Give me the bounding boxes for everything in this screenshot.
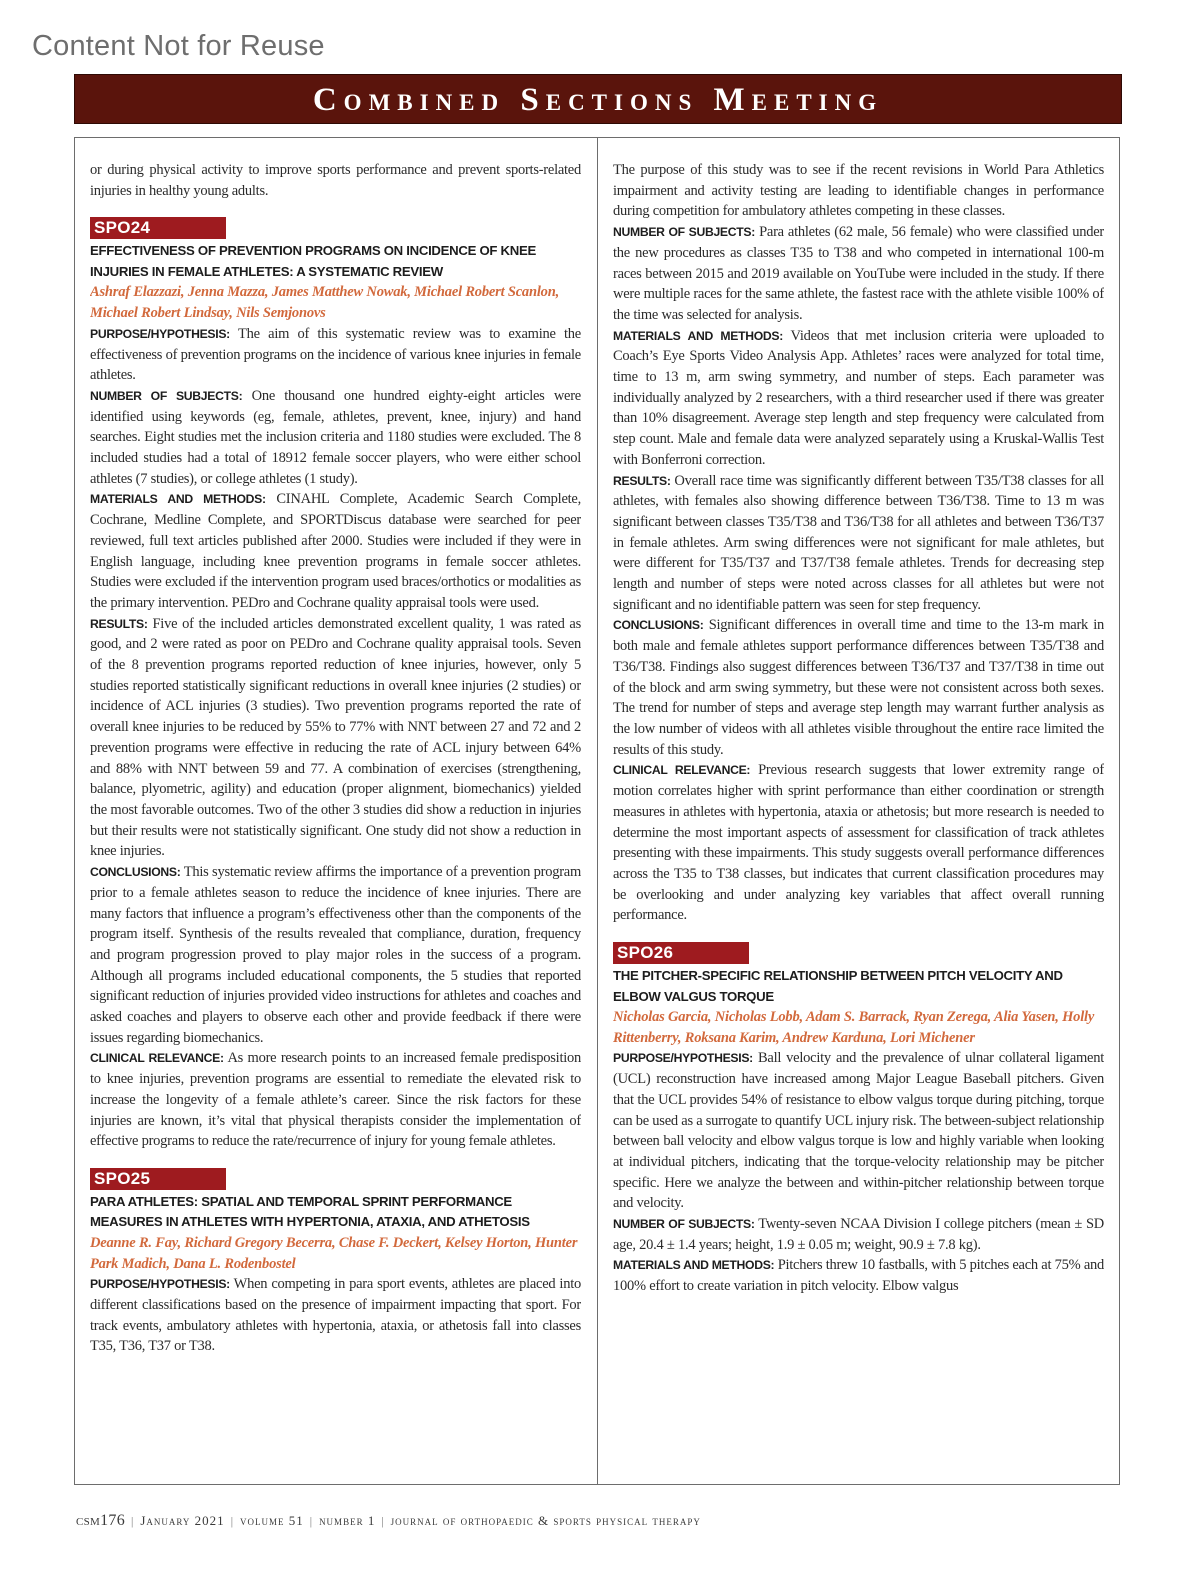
subjects-paragraph	[90, 386, 581, 490]
abstract-authors: Nicholas Garcia, Nicholas Lobb, Adam S. Barrack, Ryan Zerega, Alia Yasen, Holly Rittenberry, Roksana Karim, Andrew Karduna, Lori Michener	[613, 1009, 1095, 1046]
conclusions-text: Significant differences in overall time and time to the 13-m mark in both male and female athletes support performance differences between T35/T38 and T36/T38. Findings also suggest differences between T36/T37 and T37/T38 in time out of the block and arm swing symmetry, but these were not consistent across both sexes. The trend for number of steps and average step length may warrant further analysis as the low number of videos with all athletes visible throughout the entire race limited the results of this study.	[613, 617, 1104, 758]
conclusions-paragraph	[613, 615, 1104, 760]
abstract-title: EFFECTIVENESS OF PREVENTION PROGRAMS ON INCIDENCE OF KNEE INJURIES IN FEMALE ATHLETES: A SYSTEMATIC REVIEW	[90, 243, 536, 279]
abstract-id-tag: SPO24	[90, 217, 226, 239]
results-text: Five of the included articles demonstrated excellent quality, 1 was rated as good, and 2 were rated as poor on PEDro and Cochrane quality appraisal tools. Seven of the 8 prevention programs reported reduction of knee injuries, however, only 5 studies reported statistically significant reductions in overall knee injuries (2 studies) or incidence of ACL injuries (3 studies). Two prevention programs reported the rate of overall knee injuries to be reduced by 55% to 77% with NNT between 27 and 72 and 2 prevention programs were effective in reducing the rate of ACL injury between 64% and 88% with NNT between 59 and 77. A combination of exercises (strengthening, balance, plyometric, agility) and education (proper alignment, biomechanics) yielded the most favorable outcomes. Two of the other 3 studies did show a reduction in injuries but their results were not statistically significant. One study did not show a reduction in knee injuries.	[90, 615, 581, 860]
conclusions-text: This systematic review affirms the importance of a prevention program prior to a female athletes season to reduce the incidence of knee injuries. There are many factors that influence a program’s effectiveness other than the components of the program itself. Synthesis of the results revealed that compliance, duration, frequency and program progression proved to play major roles in the success of a program. Although all programs included educational components, the 5 studies that reported significant reduction of injuries provided video instructions for athletes and coaches and asked coaches and players to observe each other and provide feedback if there were issues regarding biomechanics.	[90, 864, 581, 1046]
purpose-paragraph	[90, 324, 581, 386]
purpose-text: When competing in para sport events, athletes are placed into different classifications based on the presence of impairment impacting that sport. For track events, ambulatory athletes with hypertonia, ataxia, or athetosis fall into classes T35, T36, T37 or T38.	[90, 1276, 581, 1355]
right-column	[613, 160, 1104, 1472]
clinical-text: Previous research suggests that lower extremity range of motion correlates higher with sprint performance than either coordination or strength measures in athletes with hypertonia, ataxia or athetosis; but more research is needed to determine the most important aspects of assessment for classification of track athletes presenting with these impairments. This study suggests overall performance differences across the T35 to T38 classes, but indicates that current classification procedures may be overlooking and under analyzing key variables that affect overall running performance.	[613, 762, 1104, 924]
abstract-sp026	[613, 942, 1104, 1297]
abstract-authors: Deanne R. Fay, Richard Gregory Becerra, Chase F. Deckert, Kelsey Horton, Hunter Park Madich, Dana L. Rodenbostel	[90, 1234, 578, 1272]
subjects-label: NUMBER OF SUBJECTS:	[613, 1217, 755, 1232]
results-text: Overall race time was significantly different between T35/T38 classes for all athletes, with females also showing difference between T36/T38. Time to 13 m was significant between classes T35/T38 and T36/T38 for all athletes and between T36/T37 in female athletes. Arm swing differences were not significant for male athletes, but were different for T35/T37 and T37/T38 female athletes. Trends for decreasing step length and number of steps were noted across classes for all athletes but were not significant and no identifiable pattern was seen for step frequency.	[613, 472, 1104, 613]
abstract-sp024	[90, 217, 581, 1152]
methods-paragraph	[90, 489, 581, 613]
clinical-paragraph	[90, 1048, 581, 1152]
section-banner	[74, 74, 1122, 124]
purpose-label: PURPOSE/HYPOTHESIS:	[90, 326, 230, 341]
clinical-label: CLINICAL RELEVANCE:	[613, 763, 751, 778]
subjects-paragraph	[613, 222, 1104, 326]
footer-separator: |	[131, 1516, 135, 1528]
purpose-label: PURPOSE/HYPOTHESIS:	[90, 1277, 230, 1292]
left-column	[90, 160, 581, 1472]
watermark: Content Not for Reuse	[32, 30, 325, 62]
clinical-text: As more research points to an increased female predisposition to knee injuries, prevention programs are essential to remediate the elevated risk to increase the longevity of a female athlete’s career. Since the risk factors for these injuries are known, it’s vital that physical therapists consider the implementation of effective programs to reduce the rate/recurrence of injury for young female athletes.	[90, 1050, 581, 1150]
abstract-id-tag: SPO26	[613, 942, 749, 964]
subjects-text: Twenty-seven NCAA Division I college pitchers (mean ± SD age, 20.4 ± 1.4 years; height, 1.9 ± 0.05 m; weight, 90.9 ± 7.8 kg).	[613, 1216, 1104, 1253]
methods-paragraph	[613, 1255, 1104, 1296]
purpose-paragraph	[613, 1048, 1104, 1214]
subjects-label: NUMBER OF SUBJECTS:	[613, 225, 755, 240]
methods-text: Videos that met inclusion criteria were uploaded to Coach’s Eye Sports Video Analysis App. Athletes’ races were analyzed for total time, time to 13 m, arm swing symmetry, and number of steps. Each parameter was individually analyzed by 2 researchers, with a third researcher used if there was greater than 10% disagreement. Average step length and step frequency were calculated from step count. Male and female data were analyzed separately using a Kruskal-Wallis Test with Bonferroni correction.	[613, 327, 1104, 468]
results-label: RESULTS:	[613, 473, 671, 488]
purpose-text: The aim of this systematic review was to examine the effectiveness of prevention programs on the incidence of various knee injuries in female athletes.	[90, 325, 581, 384]
abstract-authors: Ashraf Elazzazi, Jenna Mazza, James Matthew Nowak, Michael Robert Scanlon, Michael Robert Lindsay, Nils Semjonovs	[90, 284, 560, 322]
subjects-text: Para athletes (62 male, 56 female) who were classified under the new procedures as classes T35 to T38 and who competed in international 100-m races between 2015 and 2019 available on YouTube were included in the study. If there were multiple races for the same athlete, the fastest race with the athlete visible 100% of the time was selected for analysis.	[613, 224, 1104, 323]
methods-label: MATERIALS AND METHODS:	[613, 328, 783, 343]
subjects-label: NUMBER OF SUBJECTS:	[90, 388, 243, 403]
purpose-text: Ball velocity and the prevalence of ulnar collateral ligament (UCL) reconstruction have increased among Major League Baseball pitchers. Given that the UCL provides 54% of resistance to elbow valgus torque during pitching, torque can be used as a surrogate to quantify UCL injury risk. The between-subject relationship between ball velocity and elbow valgus torque is low and highly variable when looking at individual pitchers, indicating that the torque-velocity relationship may be pitcher specific. Here we analyze the between and within-pitcher relationship between torque and velocity.	[613, 1050, 1104, 1212]
conclusions-paragraph	[90, 862, 581, 1048]
methods-text: Pitchers threw 10 fastballs, with 5 pitches each at 75% and 100% effort to create variation in pitch velocity. Elbow valgus	[613, 1257, 1104, 1295]
purpose-continued-paragraph: The purpose of this study was to see if the recent revisions in World Para Athletics impairment and activity testing are leading to identifiable changes in performance during competition for ambulatory athletes competing in these classes.	[613, 162, 1104, 220]
methods-label: MATERIALS AND METHODS:	[613, 1258, 775, 1273]
abstract-sp025	[90, 1168, 581, 1357]
abstract-sp025-continued	[613, 160, 1104, 926]
conclusions-label: CONCLUSIONS:	[90, 865, 181, 880]
conclusions-label: CONCLUSIONS:	[613, 618, 704, 633]
results-paragraph	[90, 614, 581, 862]
banner-title: Combined Sections Meeting	[312, 81, 884, 118]
footer-separator: |	[381, 1516, 385, 1528]
column-divider	[597, 137, 598, 1485]
clinical-paragraph	[613, 760, 1104, 926]
footer-separator: |	[309, 1516, 314, 1528]
subjects-text: One thousand one hundred eighty-eight articles were identified using keywords (eg, female, athletes, prevent, knee, injury) and hand searches. Eight studies met the inclusion criteria and 1180 studies were excluded. The 8 included studies had a total of 18912 female soccer players, who were either school athletes (7 studies), or college athletes (1 study).	[90, 387, 581, 487]
results-paragraph	[613, 471, 1104, 616]
page-number: csm176	[76, 1512, 126, 1529]
intro-paragraph: or during physical activity to improve sports performance and prevent sports-related injuries in healthy young adults.	[90, 162, 581, 199]
methods-paragraph	[613, 326, 1104, 471]
results-label: RESULTS:	[90, 616, 148, 631]
volume: volume 51	[240, 1513, 304, 1528]
page-footer	[76, 1512, 1116, 1530]
issue-number: number 1	[319, 1513, 376, 1528]
abstract-title: THE PITCHER-SPECIFIC RELATIONSHIP BETWEEN PITCH VELOCITY AND ELBOW VALGUS TORQUE	[613, 968, 1063, 1004]
purpose-paragraph	[90, 1274, 581, 1357]
issue-date: January 2021	[140, 1513, 225, 1528]
methods-label: MATERIALS AND METHODS:	[90, 492, 266, 507]
journal-name: journal of orthopaedic & sports physical therapy	[390, 1513, 701, 1528]
footer-separator: |	[230, 1516, 234, 1528]
subjects-paragraph	[613, 1214, 1104, 1255]
clinical-label: CLINICAL RELEVANCE:	[90, 1051, 224, 1066]
abstract-id-tag: SPO25	[90, 1168, 226, 1190]
purpose-label: PURPOSE/HYPOTHESIS:	[613, 1051, 753, 1066]
abstract-title: PARA ATHLETES: SPATIAL AND TEMPORAL SPRINT PERFORMANCE MEASURES IN ATHLETES WITH HYPERTONIA, ATAXIA, AND ATHETOSIS	[90, 1193, 530, 1230]
methods-text: CINAHL Complete, Academic Search Complete, Cochrane, Medline Complete, and SPORTDiscus database were searched for peer reviewed, full text articles published after 2000. Studies were included if they were in English language, including knee prevention programs in female soccer athletes. Studies were excluded if the intervention program used braces/orthotics or modalities as the primary intervention. PEDro and Cochrane quality appraisal tools were used.	[90, 491, 581, 611]
